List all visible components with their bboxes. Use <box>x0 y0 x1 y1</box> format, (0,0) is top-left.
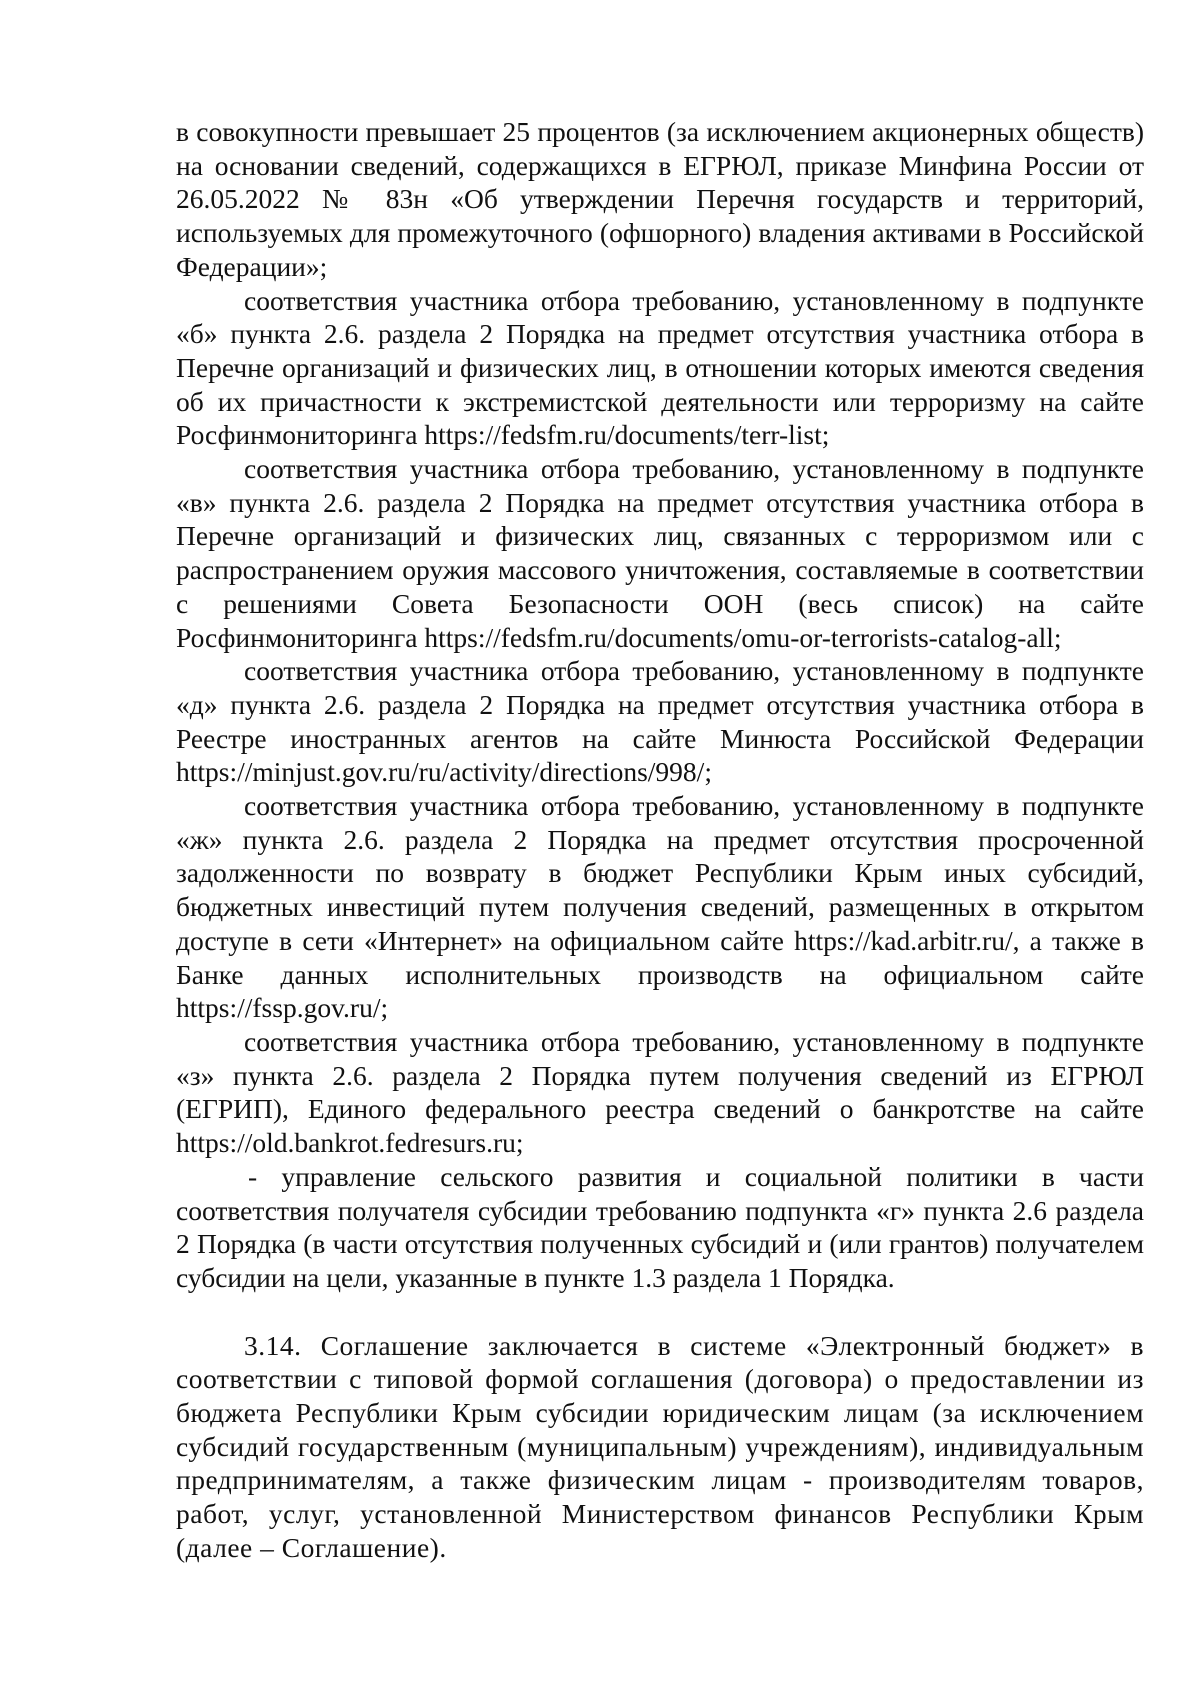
paragraph-rural-department: - управление сельского развития и социальной политики в части соответствия получателя субсидии требованию подпункта «г» пункта 2.6 раздела 2 Порядка (в части отсутствия полученных субсидий и (или грантов) получателем субсидии на цели, указанные в пункте 1.3 раздела 1 Порядка. <box>176 1160 1144 1293</box>
paragraph-continuation: в совокупности превышает 25 процентов (за исключением акционерных обществ) на основании сведений, содержащихся в ЕГРЮЛ, приказе Минфина России от 26.05.2022 № 83н «Об утверждении Перечня государств и территорий, используемых для промежуточного (офшорного) владения активами в Российской Федерации»; <box>176 116 1144 282</box>
paragraph-terr-list: соответствия участника отбора требованию, установленному в подпункте «б» пункта 2.6. раздела 2 Порядка на предмет отсутствия участника отбора в Перечне организаций и физических лиц, в отношении которых имеются сведения об их причастности к экстремистской деятельности или терроризму на сайте Росфинмониторинга https://fedsfm.ru/documents/terr-list; <box>176 284 1144 451</box>
paragraph-clause-3-14: 3.14. Соглашение заключается в системе «Электронный бюджет» в соответствии с типовой формой соглашения (договора) о предоставлении из бюджета Республики Крым субсидии юридическим лицам (за исключением субсидий государственным (муниципальным) учреждениям), индивидуальным предпринимателям, а также физическим лицам - производителям товаров, работ, услуг, установленной Министерством финансов Республики Крым (далее – Соглашение). <box>176 1329 1144 1563</box>
paragraph-omu-catalog: соответствия участника отбора требованию, установленному в подпункте «в» пункта 2.6. раздела 2 Порядка на предмет отсутствия участника отбора в Перечне организаций и физических лиц, связанных с терроризмом или с распространением оружия массового уничтожения, составляемые в соответствии с решениями Совета Безопасности ООН (весь список) на сайте Росфинмониторинга https://fedsfm.ru/documents/omu-or-terrorists-catalog-all; <box>176 453 1144 653</box>
paragraph-gap <box>176 1295 1144 1329</box>
document-body <box>176 115 1144 1565</box>
paragraph-foreign-agents: соответствия участника отбора требованию, установленному в подпункте «д» пункта 2.6. раздела 2 Порядка на предмет отсутствия участника отбора в Реестре иностранных агентов на сайте Минюста Российской Федерации https://minjust.gov.ru/ru/activity/directions/998/; <box>176 655 1144 788</box>
paragraph-bankruptcy: соответствия участника отбора требованию, установленному в подпункте «з» пункта 2.6. раздела 2 Порядка путем получения сведений из ЕГРЮЛ (ЕГРИП), Единого федерального реестра сведений о банкротстве на сайте https://old.bankrot.fedresurs.ru; <box>176 1025 1144 1159</box>
paragraph-overdue-debt: соответствия участника отбора требованию, установленному в подпункте «ж» пункта 2.6. раздела 2 Порядка на предмет отсутствия просроченной задолженности по возврату в бюджет Республики Крым иных субсидий, бюджетных инвестиций путем получения сведений, размещенных в открытом доступе в сети «Интернет» на официальном сайте https://kad.arbitr.ru/, а также в Банке данных исполнительных производств на официальном сайте https://fssp.gov.ru/; <box>176 790 1144 1024</box>
